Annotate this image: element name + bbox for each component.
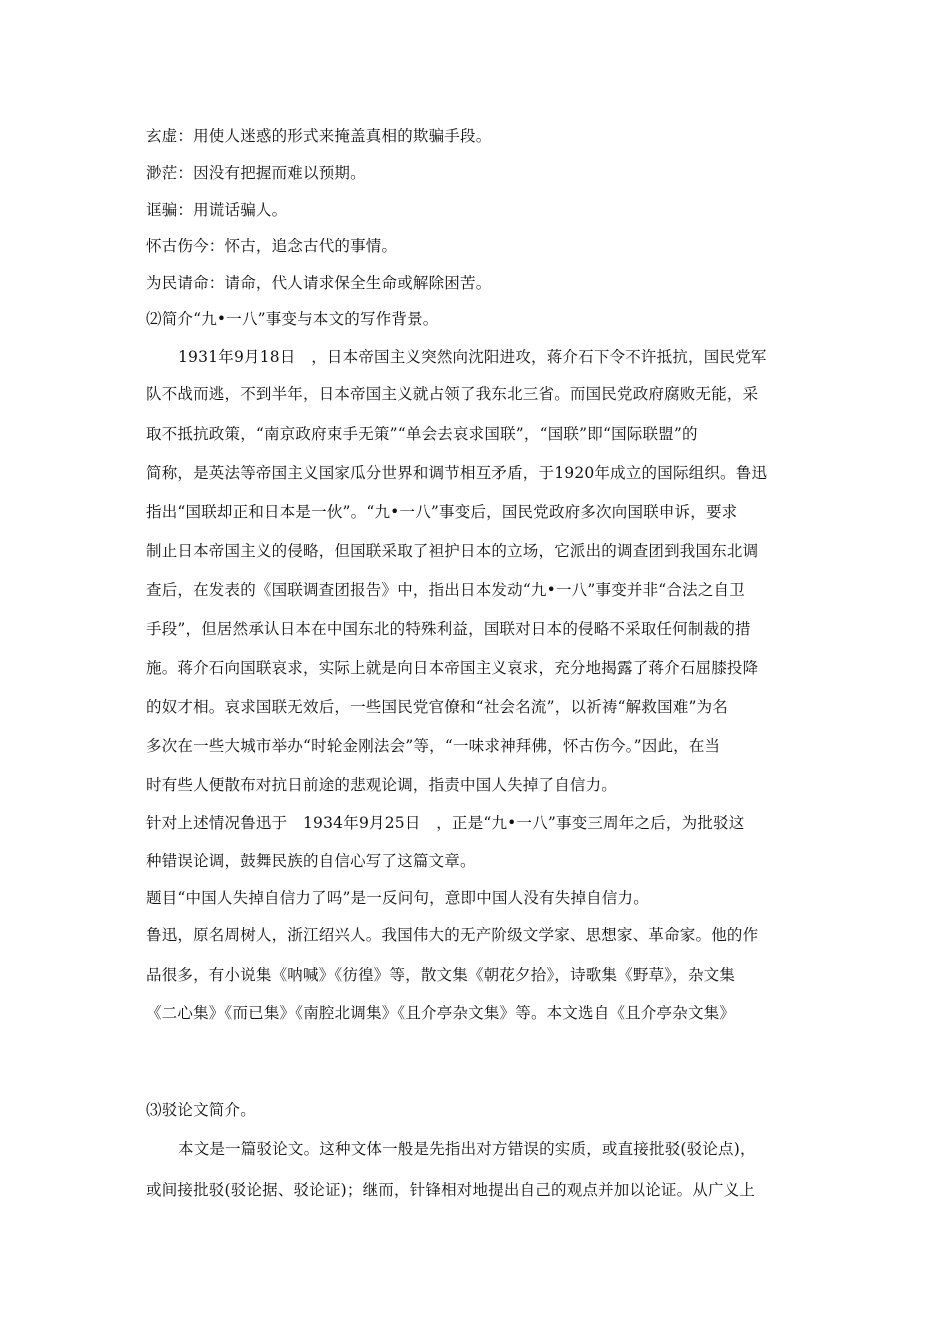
context-line: 针对上述情况鲁迅于 1934年9月25日 ，正是“九•一八”事变三周年之后，为批驳这	[146, 814, 745, 832]
definition-miaomang: 渺茫：因没有把握而难以预期。	[146, 164, 366, 182]
paragraph-line: 取不抵抗政策，“南京政府束手无策”“单会去哀求国联”，“国联”即“国际联盟”的	[146, 425, 698, 443]
section-3-heading: ⑶驳论文简介。	[146, 1101, 256, 1119]
definition-huaigushangjin: 怀古伤今：怀古，追念古代的事情。	[146, 237, 398, 255]
paragraph-line: 施。蒋介石向国联哀求，实际上就是向日本帝国主义哀求，充分地揭露了蒋介石屈膝投降	[146, 659, 759, 677]
paragraph-line: 的奴才相。哀求国联无效后，一些国民党官僚和“社会名流”，以祈祷“解救国难”为名	[146, 698, 728, 716]
paragraph-line: 手段”，但居然承认日本在中国东北的特殊利益，国联对日本的侵略不采取任何制裁的措	[146, 620, 751, 638]
author-line: 鲁迅，原名周树人，浙江绍兴人。我国伟大的无产阶级文学家、思想家、革命家。他的作	[146, 926, 759, 944]
definition-kuangpian: 诓骗：用谎话骗人。	[146, 201, 288, 219]
section-2-heading: ⑵简介“九•一八”事变与本文的写作背景。	[146, 310, 439, 328]
author-line: 品很多，有小说集《呐喊》《彷徨》等，散文集《朝花夕拾》，诗歌集《野草》，杂文集	[146, 966, 736, 984]
paragraph-line: 多次在一些大城市举办“时轮金刚法会”等，“一味求神拜佛，怀古伤今。”因此，在当	[146, 737, 721, 755]
paragraph-line: 本文是一篇驳论文。这种文体一般是先指出对方错误的实质，或直接批驳(驳论点)，	[178, 1140, 756, 1158]
definition-weiminqingming: 为民请命：请命，代人请求保全生命或解除困苦。	[146, 274, 492, 292]
paragraph-line: 指出“国联却正和日本是一伙”。“九•一八”事变后，国民党政府多次向国联申诉，要求	[146, 503, 738, 521]
paragraph-line: 1931年9月18日 ，日本帝国主义突然向沈阳进攻，蒋介石下令不许抵抗，国民党军	[178, 348, 767, 366]
definition-xuanxu: 玄虚：用使人迷惑的形式来掩盖真相的欺骗手段。	[146, 127, 492, 145]
title-note: 题目“中国人失掉自信力了吗”是一反问句，意即中国人没有失掉自信力。	[146, 889, 649, 907]
paragraph-line: 简称，是英法等帝国主义国家瓜分世界和调节相互矛盾，于1920年成立的国际组织。鲁迅	[146, 464, 768, 482]
paragraph-line: 制止日本帝国主义的侵略，但国联采取了袒护日本的立场，它派出的调查团到我国东北调	[146, 542, 759, 560]
paragraph-line: 队不战而逃，不到半年，日本帝国主义就占领了我东北三省。而国民党政府腐败无能，采	[146, 385, 759, 403]
author-line: 《二心集》《而已集》《南腔北调集》《且介亭杂文集》等。本文选自《且介亭杂文集》	[146, 1004, 736, 1022]
paragraph-line: 或间接批驳(驳论据、驳论证)；继而，针锋相对地提出自己的观点并加以论证。从广义上	[146, 1181, 756, 1199]
paragraph-line: 查后，在发表的《国联调查团报告》中，指出日本发动“九•一八”事变并非“合法之自卫	[146, 581, 745, 599]
context-line: 种错误论调，鼓舞民族的自信心写了这篇文章。	[146, 852, 476, 870]
paragraph-line: 时有些人便散布对抗日前途的悲观论调，指责中国人失掉了自信力。	[146, 776, 618, 794]
